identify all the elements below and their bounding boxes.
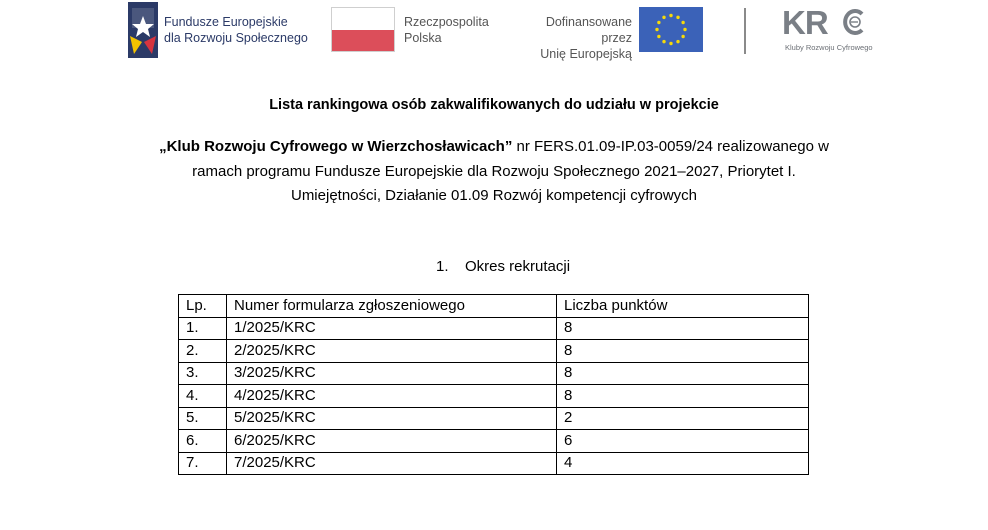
logo-divider	[744, 8, 746, 54]
project-line-3: Umiejętności, Działanie 01.09 Rozwój kompetencji cyfrowych	[290, 187, 697, 204]
cell-points: 8	[557, 385, 809, 408]
table-row	[179, 340, 809, 363]
eu-star-icon	[669, 14, 672, 17]
ue-logo-line1: Dofinansowane przez	[545, 15, 632, 45]
project-line-1	[0, 135, 988, 160]
table-row	[179, 452, 809, 475]
rp-logo-line2: Polska	[404, 31, 442, 45]
fe-logo-line2: dla Rozwoju Społecznego	[164, 31, 308, 45]
cell-lp: 2.	[179, 340, 227, 363]
eu-star-icon	[676, 40, 679, 43]
table-row	[179, 362, 809, 385]
cell-form-number: 6/2025/KRC	[227, 430, 557, 453]
project-name: „Klub Rozwoju Cyfrowego w Wierzchosławicach”	[159, 138, 513, 155]
section-label: Okres rekrutacji	[465, 258, 571, 275]
cell-form-number: 1/2025/KRC	[227, 317, 557, 340]
cell-lp: 1.	[179, 317, 227, 340]
cell-lp: 5.	[179, 407, 227, 430]
table-row	[179, 385, 809, 408]
section-number: 1.	[436, 258, 449, 275]
eu-flag-icon	[639, 7, 703, 52]
document-title: Lista rankingowa osób zakwalifikowanych do udziału w projekcie	[269, 97, 719, 113]
ue-logo-line2: Unię Europejską	[540, 47, 632, 61]
logo-header	[0, 0, 988, 62]
cell-form-number: 7/2025/KRC	[227, 452, 557, 475]
krc-logo-subtitle: Kluby Rozwoju Cyfrowego	[785, 43, 873, 52]
cell-points: 8	[557, 340, 809, 363]
section-heading	[436, 258, 570, 275]
cell-form-number: 2/2025/KRC	[227, 340, 557, 363]
eu-star-icon	[662, 16, 665, 19]
cell-lp: 4.	[179, 385, 227, 408]
column-header-points: Liczba punktów	[557, 295, 809, 318]
cell-lp: 7.	[179, 452, 227, 475]
eu-star-icon	[681, 21, 684, 24]
cell-points: 6	[557, 430, 809, 453]
eu-star-icon	[657, 35, 660, 38]
krc-logo-letters: KR	[782, 4, 828, 41]
cell-form-number: 5/2025/KRC	[227, 407, 557, 430]
table-row	[179, 407, 809, 430]
ue-logo-text	[512, 14, 632, 62]
cell-lp: 3.	[179, 362, 227, 385]
krc-c-icon	[843, 9, 865, 35]
eu-star-icon	[662, 40, 665, 43]
polish-flag-icon	[331, 7, 395, 52]
cell-points: 8	[557, 362, 809, 385]
cell-form-number: 4/2025/KRC	[227, 385, 557, 408]
cell-points: 4	[557, 452, 809, 475]
project-line-2: ramach programu Fundusze Europejskie dla Rozwoju Społecznego 2021–2027, Priorytet I.	[192, 162, 796, 180]
cell-points: 2	[557, 407, 809, 430]
eu-star-icon	[657, 21, 660, 24]
cell-points: 8	[557, 317, 809, 340]
eu-star-icon	[681, 35, 684, 38]
column-header-lp: Lp.	[179, 295, 227, 318]
table-header-row	[179, 295, 809, 318]
ranking-table	[178, 294, 809, 475]
eu-star-icon	[676, 16, 679, 19]
project-description	[0, 135, 988, 209]
eu-star-icon	[655, 28, 658, 31]
table-row	[179, 430, 809, 453]
table-row	[179, 317, 809, 340]
fe-logo-line1: Fundusze Europejskie	[164, 15, 288, 29]
column-header-form-number: Numer formularza zgłoszeniowego	[227, 295, 557, 318]
eu-star-icon	[669, 42, 672, 45]
cell-form-number: 3/2025/KRC	[227, 362, 557, 385]
eu-star-icon	[683, 28, 686, 31]
cell-lp: 6.	[179, 430, 227, 453]
fe-logo-text	[164, 14, 308, 46]
rp-logo-text	[404, 14, 489, 46]
krc-logo	[782, 3, 873, 55]
fundusze-europejskie-icon	[128, 2, 158, 58]
rp-logo-line1: Rzeczpospolita	[404, 15, 489, 29]
project-line-1-rest: nr FERS.01.09-IP.03-0059/24 realizowanego w	[512, 138, 829, 155]
